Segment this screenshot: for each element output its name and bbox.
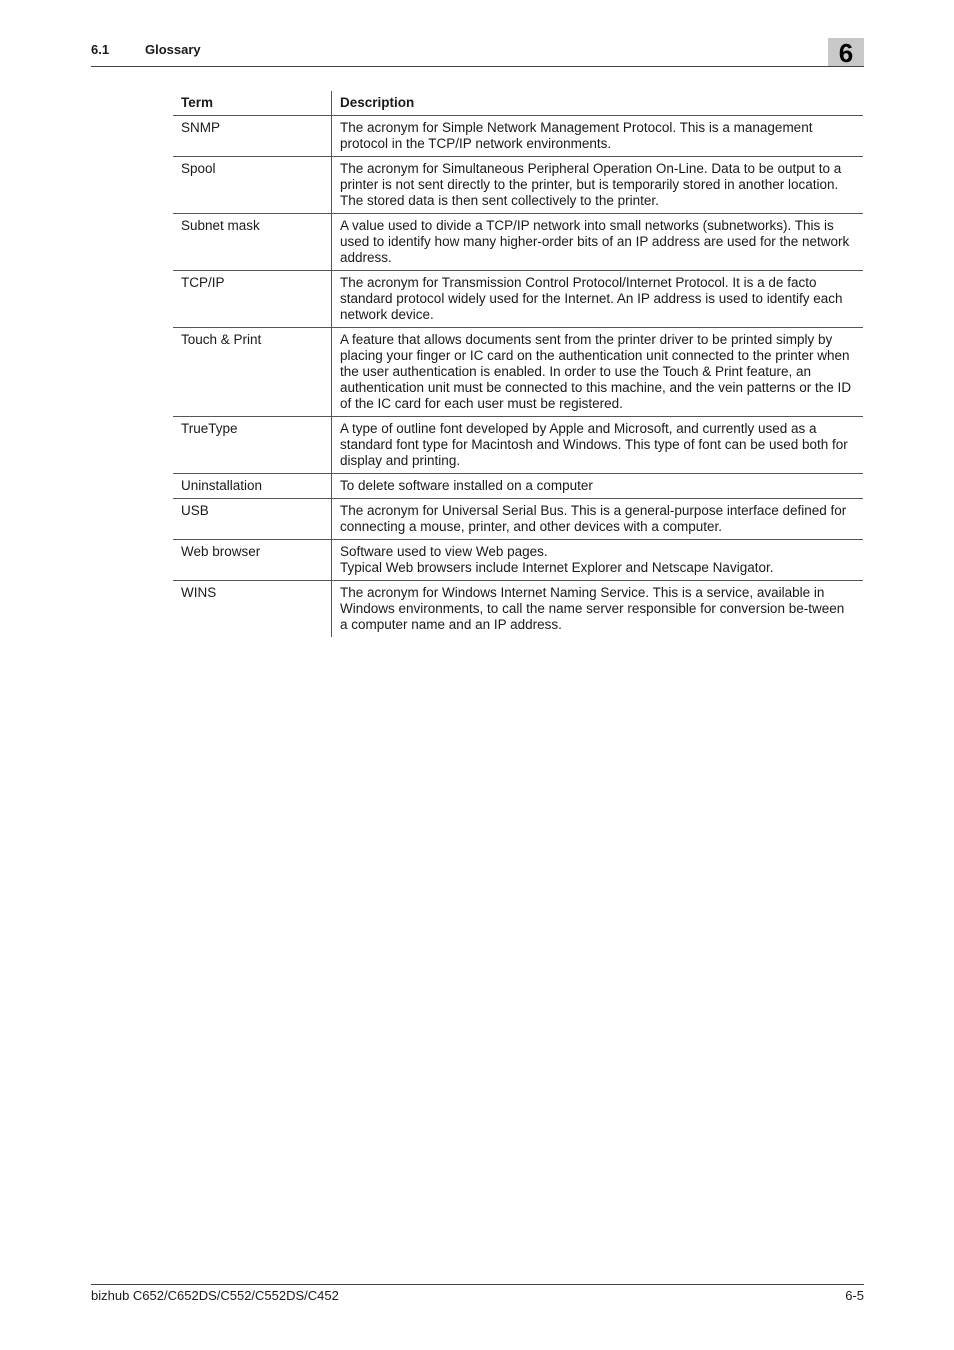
column-header-term: Term [173,91,332,116]
table-row [173,157,863,214]
term-cell: SNMP [173,116,332,157]
term-cell: Uninstallation [173,474,332,499]
description-cell: The acronym for Windows Internet Naming Service. This is a service, available in Windows environments, to call the name server responsible for conversion be-tween a computer name and an IP address. [340,585,845,632]
table-row [173,271,863,328]
column-header-description: Description [332,91,864,116]
page-footer [91,1284,864,1303]
description-cell: A type of outline font developed by Apple and Microsoft, and currently used as a standard font type for Macintosh and Windows. This type of font can be used both for display and printing. [332,417,864,474]
term-cell: TrueType [173,417,332,474]
term-cell: Subnet mask [173,214,332,271]
term-cell: TCP/IP [173,271,332,328]
table-row [173,499,863,540]
term-cell: WINS [173,581,332,638]
glossary-table [173,91,863,637]
chapter-badge: 6 [828,38,864,66]
table-row [173,540,863,581]
description-cell: A feature that allows documents sent from the printer driver to be printed simply by placing your finger or IC card on the authentication unit connected to the printer when the user authentication is enabled. In order to use the Touch & Print feature, an authentication unit must be connected to this machine, and the vein patterns or the ID of the IC card for each user must be registered. [332,328,864,417]
table-row [173,474,863,499]
term-cell: USB [173,499,332,540]
footer-page-number: 6-5 [845,1288,864,1303]
term-cell: Spool [173,157,332,214]
description-cell: The acronym for Universal Serial Bus. This is a general-purpose interface defined for connecting a mouse, printer, and other devices with a computer. [332,499,864,540]
footer-model: bizhub C652/C652DS/C552/C552DS/C452 [91,1288,339,1303]
table-header-row [173,91,863,116]
description-cell: A value used to divide a TCP/IP network into small networks (subnetworks). This is used to identify how many higher-order bits of an IP address are used for the network address. [332,214,864,271]
section-title: Glossary [145,42,201,57]
table-row [173,581,863,638]
description-cell: The acronym for Transmission Control Protocol/Internet Protocol. It is a de facto standard protocol widely used for the Internet. An IP address is used to identify each network device. [332,271,864,328]
description-cell: To delete software installed on a computer [332,474,864,499]
description-cell: The acronym for Simultaneous Peripheral Operation On-Line. Data to be output to a printer is not sent directly to the printer, but is temporarily stored in another location. The stored data is then sent collectively to the printer. [332,157,864,214]
table-row [173,214,863,271]
description-cell: Software used to view Web pages. Typical Web browsers include Internet Explorer and Netscape Navigator. [332,540,864,581]
table-row [173,417,863,474]
table-row [173,116,863,157]
section-number: 6.1 [91,42,110,57]
page-header [91,38,864,67]
glossary-body [173,116,863,638]
table-row [173,328,863,417]
description-cell: The acronym for Simple Network Management Protocol. This is a management protocol in the TCP/IP network environments. [332,116,864,157]
term-cell: Web browser [173,540,332,581]
term-cell: Touch & Print [173,328,332,417]
